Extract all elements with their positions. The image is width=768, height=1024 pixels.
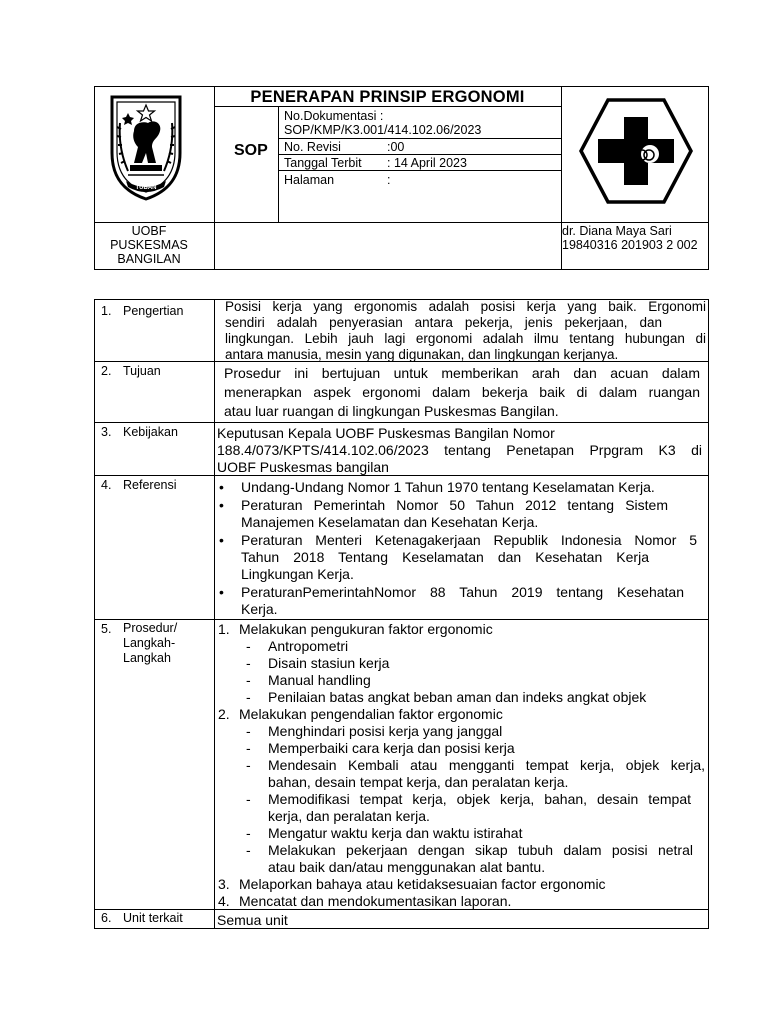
step-item [215, 876, 705, 893]
header-divider [278, 106, 279, 222]
puskesmas-cross-logo-icon [578, 97, 694, 205]
row-label-kebijakan: Kebijakan [123, 425, 178, 439]
row-number: 2. [101, 364, 112, 378]
step-number: 1. [218, 621, 230, 637]
label-line: Prosedur/ [123, 621, 178, 635]
step-number: 4. [218, 893, 230, 909]
dash-icon: - [246, 757, 251, 773]
kebijakan-text [217, 425, 702, 476]
text-line: Kerja. [241, 601, 278, 617]
row-label-tujuan: Tujuan [123, 364, 161, 378]
text-line: PeraturanPemerintahNomor 88 Tahun 2019 tentang Kesehatan [241, 584, 684, 600]
tuban-regency-crest-icon [106, 93, 186, 203]
text-line: Mengatur waktu kerja dan waktu istirahat [268, 825, 523, 841]
list-item [216, 584, 706, 618]
text-line: Prosedur ini bertujuan untuk memberikan arah dan acuan dalam [224, 365, 700, 381]
row-number: 3. [101, 425, 112, 439]
sub-item [215, 791, 705, 825]
bullet-icon: • [219, 532, 224, 548]
sub-item [215, 842, 705, 876]
row-label-prosedur [123, 621, 177, 666]
text-line: Disain stasiun kerja [268, 655, 390, 671]
sub-item [215, 723, 705, 740]
signer-nip: 19840316 201903 2 002 [562, 238, 698, 252]
label-line: Langkah- [123, 636, 176, 650]
unit-value: Semua unit [217, 912, 288, 928]
text-line: Mendesain Kembali atau mengganti tempat kerja, objek kerja, [268, 757, 705, 773]
sub-list-wrap [215, 638, 705, 706]
step-text: Mencatat dan mendokumentasikan laporan. [239, 893, 512, 909]
step-text: Melakukan pengukuran faktor ergonomic [239, 621, 493, 637]
bullet-icon: • [219, 584, 224, 600]
row-number: 6. [101, 911, 112, 925]
text-line: Antropometri [268, 638, 349, 654]
text-line: Manual handling [268, 672, 371, 688]
step-item [215, 621, 705, 638]
list-item [216, 497, 706, 531]
sop-label: SOP [234, 142, 268, 159]
row-label-pengertian: Pengertian [123, 304, 184, 318]
row-number: 1. [101, 304, 112, 318]
step-item [215, 706, 705, 723]
row-number: 5. [101, 622, 112, 636]
row-number: 4. [101, 478, 112, 492]
page-value: : [387, 173, 391, 187]
signer-name: dr. Diana Maya Sari [562, 224, 672, 238]
text-line: Lingkungan Kerja. [241, 566, 354, 582]
org-line-2: PUSKESMAS [110, 238, 188, 252]
sub-item [215, 740, 705, 757]
row-label-unit: Unit terkait [123, 911, 183, 925]
sub-item [215, 655, 705, 672]
dash-icon: - [246, 825, 251, 841]
text-line: Undang-Undang Nomor 1 Tahun 1970 tentang Keselamatan Kerja. [241, 479, 655, 495]
sub-list-wrap [215, 723, 705, 876]
text-line: Penilaian batas angkat beban aman dan indeks angkat objek [268, 689, 647, 705]
bullet-icon: • [219, 479, 224, 495]
document-title: PENERAPAN PRINSIP ERGONOMI [250, 88, 525, 106]
text-line: Peraturan Menteri Ketenagakerjaan Republik Indonesia Nomor 5 [241, 532, 697, 548]
list-item [216, 532, 706, 583]
step-text: Melakukan pengendalian faktor ergonomic [239, 706, 503, 722]
text-line: Melakukan pekerjaan dengan sikap tubuh dalam posisi netral [268, 842, 693, 858]
text-line: Keputusan Kepala UOBF Puskesmas Bangilan Nomor [217, 425, 555, 441]
bullet-icon: • [219, 497, 224, 513]
text-line: antara manusia, mesin yang digunakan, dan lingkungan kerjanya. [225, 347, 619, 362]
sub-item [215, 757, 705, 791]
page-label: Halaman [284, 173, 335, 187]
text-line: Peraturan Pemerintah Nomor 50 Tahun 2012 tentang Sistem [241, 497, 668, 513]
step-text: Melaporkan bahaya atau ketidaksesuaian factor ergonomic [239, 876, 606, 892]
dash-icon: - [246, 842, 251, 858]
text-line: sendiri adalah penyerasian antara pekerja, jenis pekerjaan, dan [225, 315, 662, 330]
row-label-referensi: Referensi [123, 478, 177, 492]
svg-text:TUBAN: TUBAN [135, 185, 157, 191]
text-line: Tahun 2018 Tentang Keselamatan dan Kesehatan Kerja [241, 549, 649, 565]
step-item [215, 893, 705, 910]
dash-icon: - [246, 672, 251, 688]
dash-icon: - [246, 791, 251, 807]
issue-date-label: Tanggal Terbit [284, 156, 362, 170]
referensi-list [216, 479, 706, 618]
list-item [216, 479, 706, 496]
dash-icon: - [246, 740, 251, 756]
text-line: 188.4/073/KPTS/414.102.06/2023 tentang Penetapan Prpgram K3 di [217, 442, 702, 458]
text-line: Memodifikasi tempat kerja, objek kerja, bahan, desain tempat [268, 791, 691, 807]
step-number: 2. [218, 706, 230, 722]
sub-item [215, 672, 705, 689]
sub-item [215, 825, 705, 842]
revision-label: No. Revisi [284, 140, 341, 154]
text-line: atau baik dan/atau menggunakan alat bantu. [268, 859, 546, 875]
text-line: Menghindari posisi kerja yang janggal [268, 723, 503, 739]
org-line-3: BANGILAN [117, 252, 181, 266]
dash-icon: - [246, 689, 251, 705]
dash-icon: - [246, 723, 251, 739]
text-line: menerapkan aspek ergonomi dalam bekerja baik di dalam ruangan [224, 384, 700, 400]
header-divider [214, 86, 215, 270]
dash-icon: - [246, 638, 251, 654]
tujuan-text [224, 364, 700, 421]
label-line: Langkah [123, 651, 171, 665]
text-line: UOBF Puskesmas bangilan [217, 459, 389, 475]
sub-item [215, 689, 705, 706]
text-line: atau luar ruangan di lingkungan Puskesmas Bangilan. [224, 403, 559, 419]
text-line: Memperbaiki cara kerja dan posisi kerja [268, 740, 515, 756]
prosedur-steps [215, 621, 705, 910]
pengertian-text [225, 299, 706, 363]
revision-value: :00 [387, 140, 405, 154]
issue-date-value: : 14 April 2023 [387, 156, 467, 170]
text-line: bahan, desain tempat kerja, dan peralatan kerja. [268, 774, 569, 790]
org-line-1: UOBF [131, 224, 167, 238]
row-divider [94, 422, 709, 423]
step-number: 3. [218, 876, 230, 892]
text-line: kerja, dan peralatan kerja. [268, 808, 430, 824]
dash-icon: - [246, 655, 251, 671]
doc-number-value: SOP/KMP/K3.001/414.102.06/2023 [284, 123, 482, 137]
sub-item [215, 638, 705, 655]
row-divider [94, 619, 709, 620]
doc-number-label: No.Dokumentasi : [284, 109, 384, 123]
text-line: Manajemen Keselamatan dan Kesehatan Kerja. [241, 514, 539, 530]
text-line: lingkungan. Lebih jauh lagi ergonomi adalah ilmu tentang hubungan di [225, 331, 706, 346]
text-line: Posisi kerja yang ergonomis adalah posisi kerja yang baik. Ergonomi [225, 299, 706, 314]
